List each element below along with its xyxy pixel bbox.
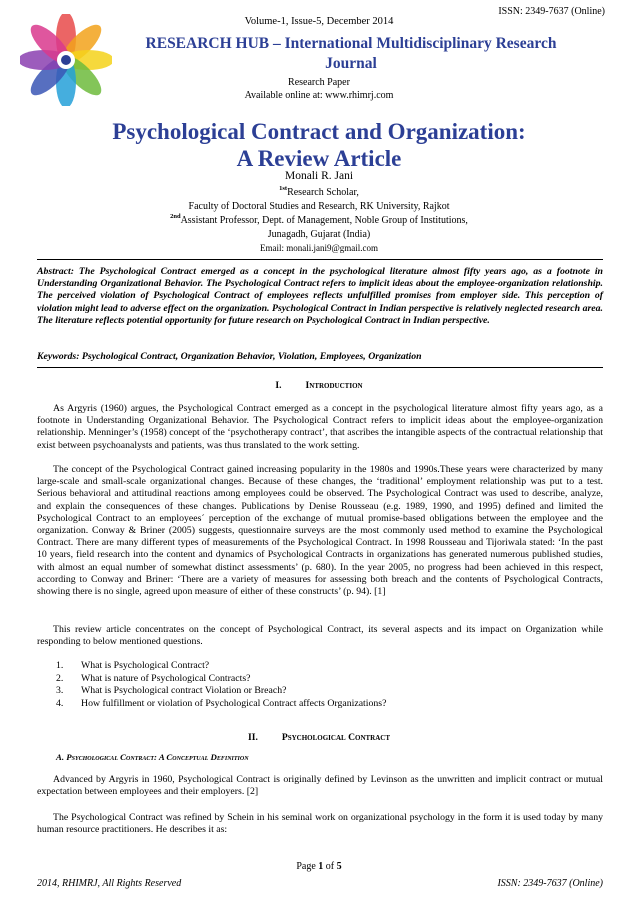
page-total: 5 xyxy=(336,861,342,872)
header-issn: ISSN: 2349-7637 (Online) xyxy=(498,6,605,17)
list-number: 1. xyxy=(56,660,64,671)
title-line-1: Psychological Contract and Organization: xyxy=(112,119,526,144)
author-role-2 xyxy=(0,214,638,227)
title-line-2: A Review Article xyxy=(236,146,402,171)
list-text: What is Psychological contract Violation or Breach? xyxy=(81,685,287,697)
section-heading-psychological-contract xyxy=(0,732,638,743)
role-1-text: Research Scholar, xyxy=(287,187,359,198)
paragraph-text: As Argyris (1960) argues, the Psychological Contract emerged as a concept in the psychological literature almost fifty years ago, as a footnote in Understanding Organizational Behavior. The Psychological Contract refers to implicit ideas about the employee-organization relationship. Menninger’s (1958) concept of the ‘psychotherapy contract’, that ascribes the intangible aspects of the contractual relationship that exist between psychoanalysts and patients, was thus translated to the work setting. xyxy=(37,403,603,451)
section-title: Psychological Contract xyxy=(281,732,391,743)
footer-issn: ISSN: 2349-7637 (Online) xyxy=(497,878,603,889)
paragraph-text: The concept of the Psychological Contract gained increasing popularity in the 1980s and 1990s.These years were characterized by many large-scale and small-scale organizational changes. Because of these changes, the ‘traditional’ employment relationship was put to a test. Serious behavioral and attitudinal reactions among employees could be observed. The Psychological Contract was used to describe, analyze, and explain the consequences of these changes. Publications by Denise Rousseau (e.g. 1989, 1990, and 1995) defined and limited the Psychological Contract to an employees´ perception of the exchange of mutual promise-based obligations between the employee and the organization. Conway & Briner (2005) suggests, questionnaire surveys are the most commonly used method to examine the Psychological Contract. There are many different types of measurements of the Psychological Contract. In 1998 Rousseau and Tijoriwala stated: ‘In the past 10 years, field research into the content and dynamics of Psychological Contracts in organizations has generated numerous published studies, with almost an equal number of somewhat distinct assessments’ (p. 680). In the year 2005, no progress had been achieved in this respect, according to Conway and Briner: ‘There are a variety of measures for assessing both breach and the contents of Psychological Contracts, showing there is no single, agreed upon measure of either of these constructs’ (p. 94). [1] xyxy=(37,464,603,598)
author-faculty: Faculty of Doctoral Studies and Research, RK University, Rajkot xyxy=(188,201,450,212)
available-online: Available online at: www.rhimrj.com xyxy=(244,90,394,101)
divider-top xyxy=(37,259,603,260)
paper-type: Research Paper xyxy=(288,77,350,88)
list-number: 2. xyxy=(56,672,64,684)
journal-name: RESEARCH HUB – International Multidisciplinary Research Journal xyxy=(145,35,557,72)
page-current: 1 xyxy=(318,861,324,872)
list-text: How fulfillment or violation of Psychological Contract affects Organizations? xyxy=(81,697,387,709)
section-title: Introduction xyxy=(305,380,363,391)
role-2-text: Assistant Professor, Dept. of Management, Noble Group of Institutions, xyxy=(180,215,468,226)
questions-list xyxy=(56,660,596,710)
author-email: Email: monali.jani9@gmail.com xyxy=(259,243,378,253)
superscript-1st: 1st xyxy=(279,185,288,192)
section-number: II. xyxy=(247,732,258,743)
list-number: 4. xyxy=(56,697,64,709)
paragraph-text: The Psychological Contract was refined by Schein in his seminal work on organizational psychology in the form it is used today by many human resource practitioners. He describes it as: xyxy=(37,812,603,836)
list-item xyxy=(56,685,596,698)
sec2-paragraph-2 xyxy=(37,812,603,836)
section-heading-introduction xyxy=(0,380,638,391)
divider-bottom xyxy=(37,367,603,368)
subsection-heading-a: A. Psychological Contract: A Conceptual Definition xyxy=(56,752,249,762)
list-text: What is nature of Psychological Contracts? xyxy=(81,672,251,684)
list-number: 3. xyxy=(56,685,64,697)
list-item xyxy=(56,698,596,711)
page-prefix: Page xyxy=(296,861,319,872)
intro-paragraph-1 xyxy=(37,403,603,452)
abstract: Abstract: The Psychological Contract emerged as a concept in the psychological literature almost fifty years ago, as a footnote in Understanding Organizational Behavior. The Psychological Contract refers to implicit ideas about the employee-organization relationship. The perceived violation of Psychological Contract of employees reflects unfulfilled promises from employer side. This perception of violation might lead to adverse effect on the organization. Psychological Contract in Indian perspective is relatively neglected research area. The literature reflects potential opportunity for future research on Psychological Contract in Indian perspective. xyxy=(37,266,603,326)
author-role-1 xyxy=(0,186,638,199)
section-number: I. xyxy=(275,380,282,391)
footer-copyright: 2014, RHIMRJ, All Rights Reserved xyxy=(37,878,182,889)
volume-issue: Volume-1, Issue-5, December 2014 xyxy=(244,16,394,27)
keywords: Keywords: Psychological Contract, Organization Behavior, Violation, Employees, Organization xyxy=(37,351,422,362)
list-item xyxy=(56,673,596,686)
sec2-paragraph-1 xyxy=(37,774,603,798)
paragraph-text: Advanced by Argyris in 1960, Psychological Contract is originally defined by Levinson as the unwritten and implicit contract or mutual expectation between employees and their employers. [2] xyxy=(37,774,603,798)
list-text: What is Psychological Contract? xyxy=(81,660,210,671)
list-item xyxy=(56,660,596,673)
superscript-2nd: 2nd xyxy=(170,213,181,220)
paper-type-block xyxy=(0,76,638,102)
intro-paragraph-3 xyxy=(37,624,603,648)
intro-paragraph-2 xyxy=(37,464,603,598)
author-location: Junagadh, Gujarat (India) xyxy=(267,229,371,240)
author-name: Monali R. Jani xyxy=(284,170,354,182)
paper-title xyxy=(40,118,598,172)
page-number xyxy=(0,861,638,872)
page-of: of xyxy=(323,861,337,872)
paragraph-text: This review article concentrates on the concept of Psychological Contract, its several aspects and its impact on Organization while responding to below mentioned questions. xyxy=(37,624,603,648)
